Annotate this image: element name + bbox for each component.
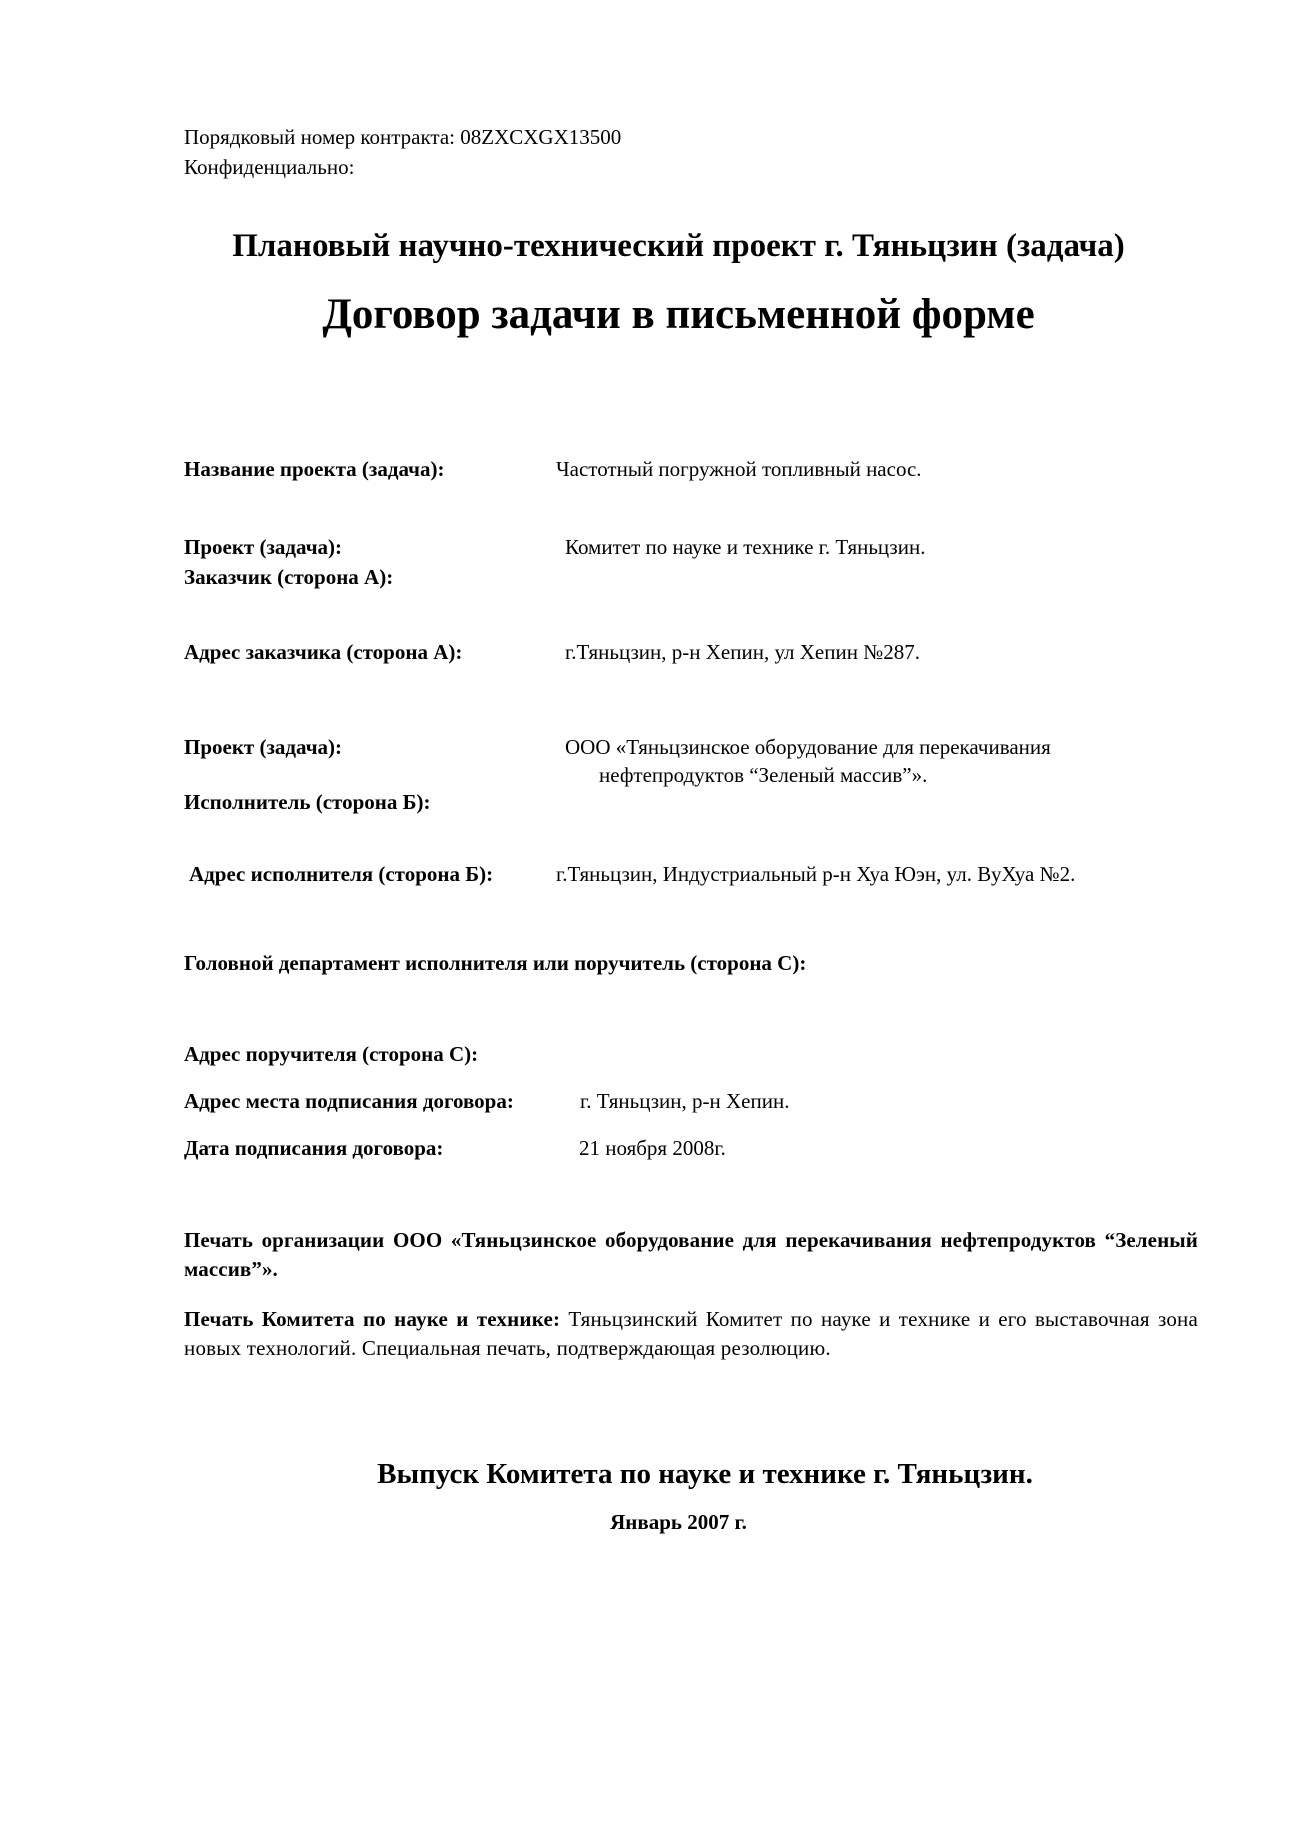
- project-name-value: Частотный погружной топливный насос.: [556, 457, 922, 481]
- committee-seal-text: Тяньцзинский Комитет по науке и технике и его выставочная зона новых технологий. Специальная печать, подтверждающая резолюцию.: [184, 1307, 1198, 1360]
- committee-seal-label: Печать Комитета по науке и технике:: [184, 1307, 561, 1331]
- main-title: Плановый научно-технический проект г. Тяньцзин (задача): [232, 228, 1125, 264]
- executor-value-line1: ООО «Тяньцзинское оборудование для перекачивания: [565, 735, 1051, 759]
- executor-side-label: Исполнитель (сторона Б):: [184, 790, 431, 814]
- signing-date-label: Дата подписания договора:: [184, 1136, 444, 1160]
- document-subtitle: Договор задачи в письменной форме: [322, 291, 1035, 338]
- customer-side-label: Заказчик (сторона А):: [184, 565, 394, 589]
- guarantor-department-label: Головной департамент исполнителя или поручитель (сторона С):: [184, 951, 807, 975]
- contract-number-line: Порядковый номер контракта: 08ZXCXGX13500: [184, 125, 622, 149]
- issued-by-line: Выпуск Комитета по науке и технике г. Тяньцзин.: [377, 1458, 1033, 1490]
- organization-seal-text: Печать организации ООО «Тяньцзинское оборудование для перекачивания нефтепродуктов “Зеленый массив”».: [184, 1228, 1198, 1281]
- executor-address-value: г.Тяньцзин, Индустриальный р-н Хуа Юэн, ул. ВуХуа №2.: [556, 862, 1076, 886]
- executor-value-line2: нефтепродуктов “Зеленый массив”».: [599, 763, 928, 787]
- customer-address-value: г.Тяньцзин, р-н Хепин, ул Хепин №287.: [565, 640, 920, 664]
- signing-place-value: г. Тяньцзин, р-н Хепин.: [580, 1089, 790, 1113]
- confidential-label: Конфиденциально:: [184, 155, 355, 179]
- executor-project-label: Проект (задача):: [184, 735, 343, 759]
- committee-seal-paragraph: [184, 1305, 1198, 1363]
- issue-date: Январь 2007 г.: [610, 1510, 747, 1534]
- signing-date-value: 21 ноября 2008г.: [579, 1136, 726, 1160]
- customer-project-label: Проект (задача):: [184, 535, 343, 559]
- guarantor-address-label: Адрес поручителя (сторона С):: [184, 1042, 479, 1066]
- signing-place-label: Адрес места подписания договора:: [184, 1089, 514, 1113]
- customer-value: Комитет по науке и технике г. Тяньцзин.: [565, 535, 926, 559]
- project-name-label: Название проекта (задача):: [184, 457, 445, 481]
- customer-address-label: Адрес заказчика (сторона А):: [184, 640, 463, 664]
- executor-address-label: Адрес исполнителя (сторона Б):: [189, 862, 494, 886]
